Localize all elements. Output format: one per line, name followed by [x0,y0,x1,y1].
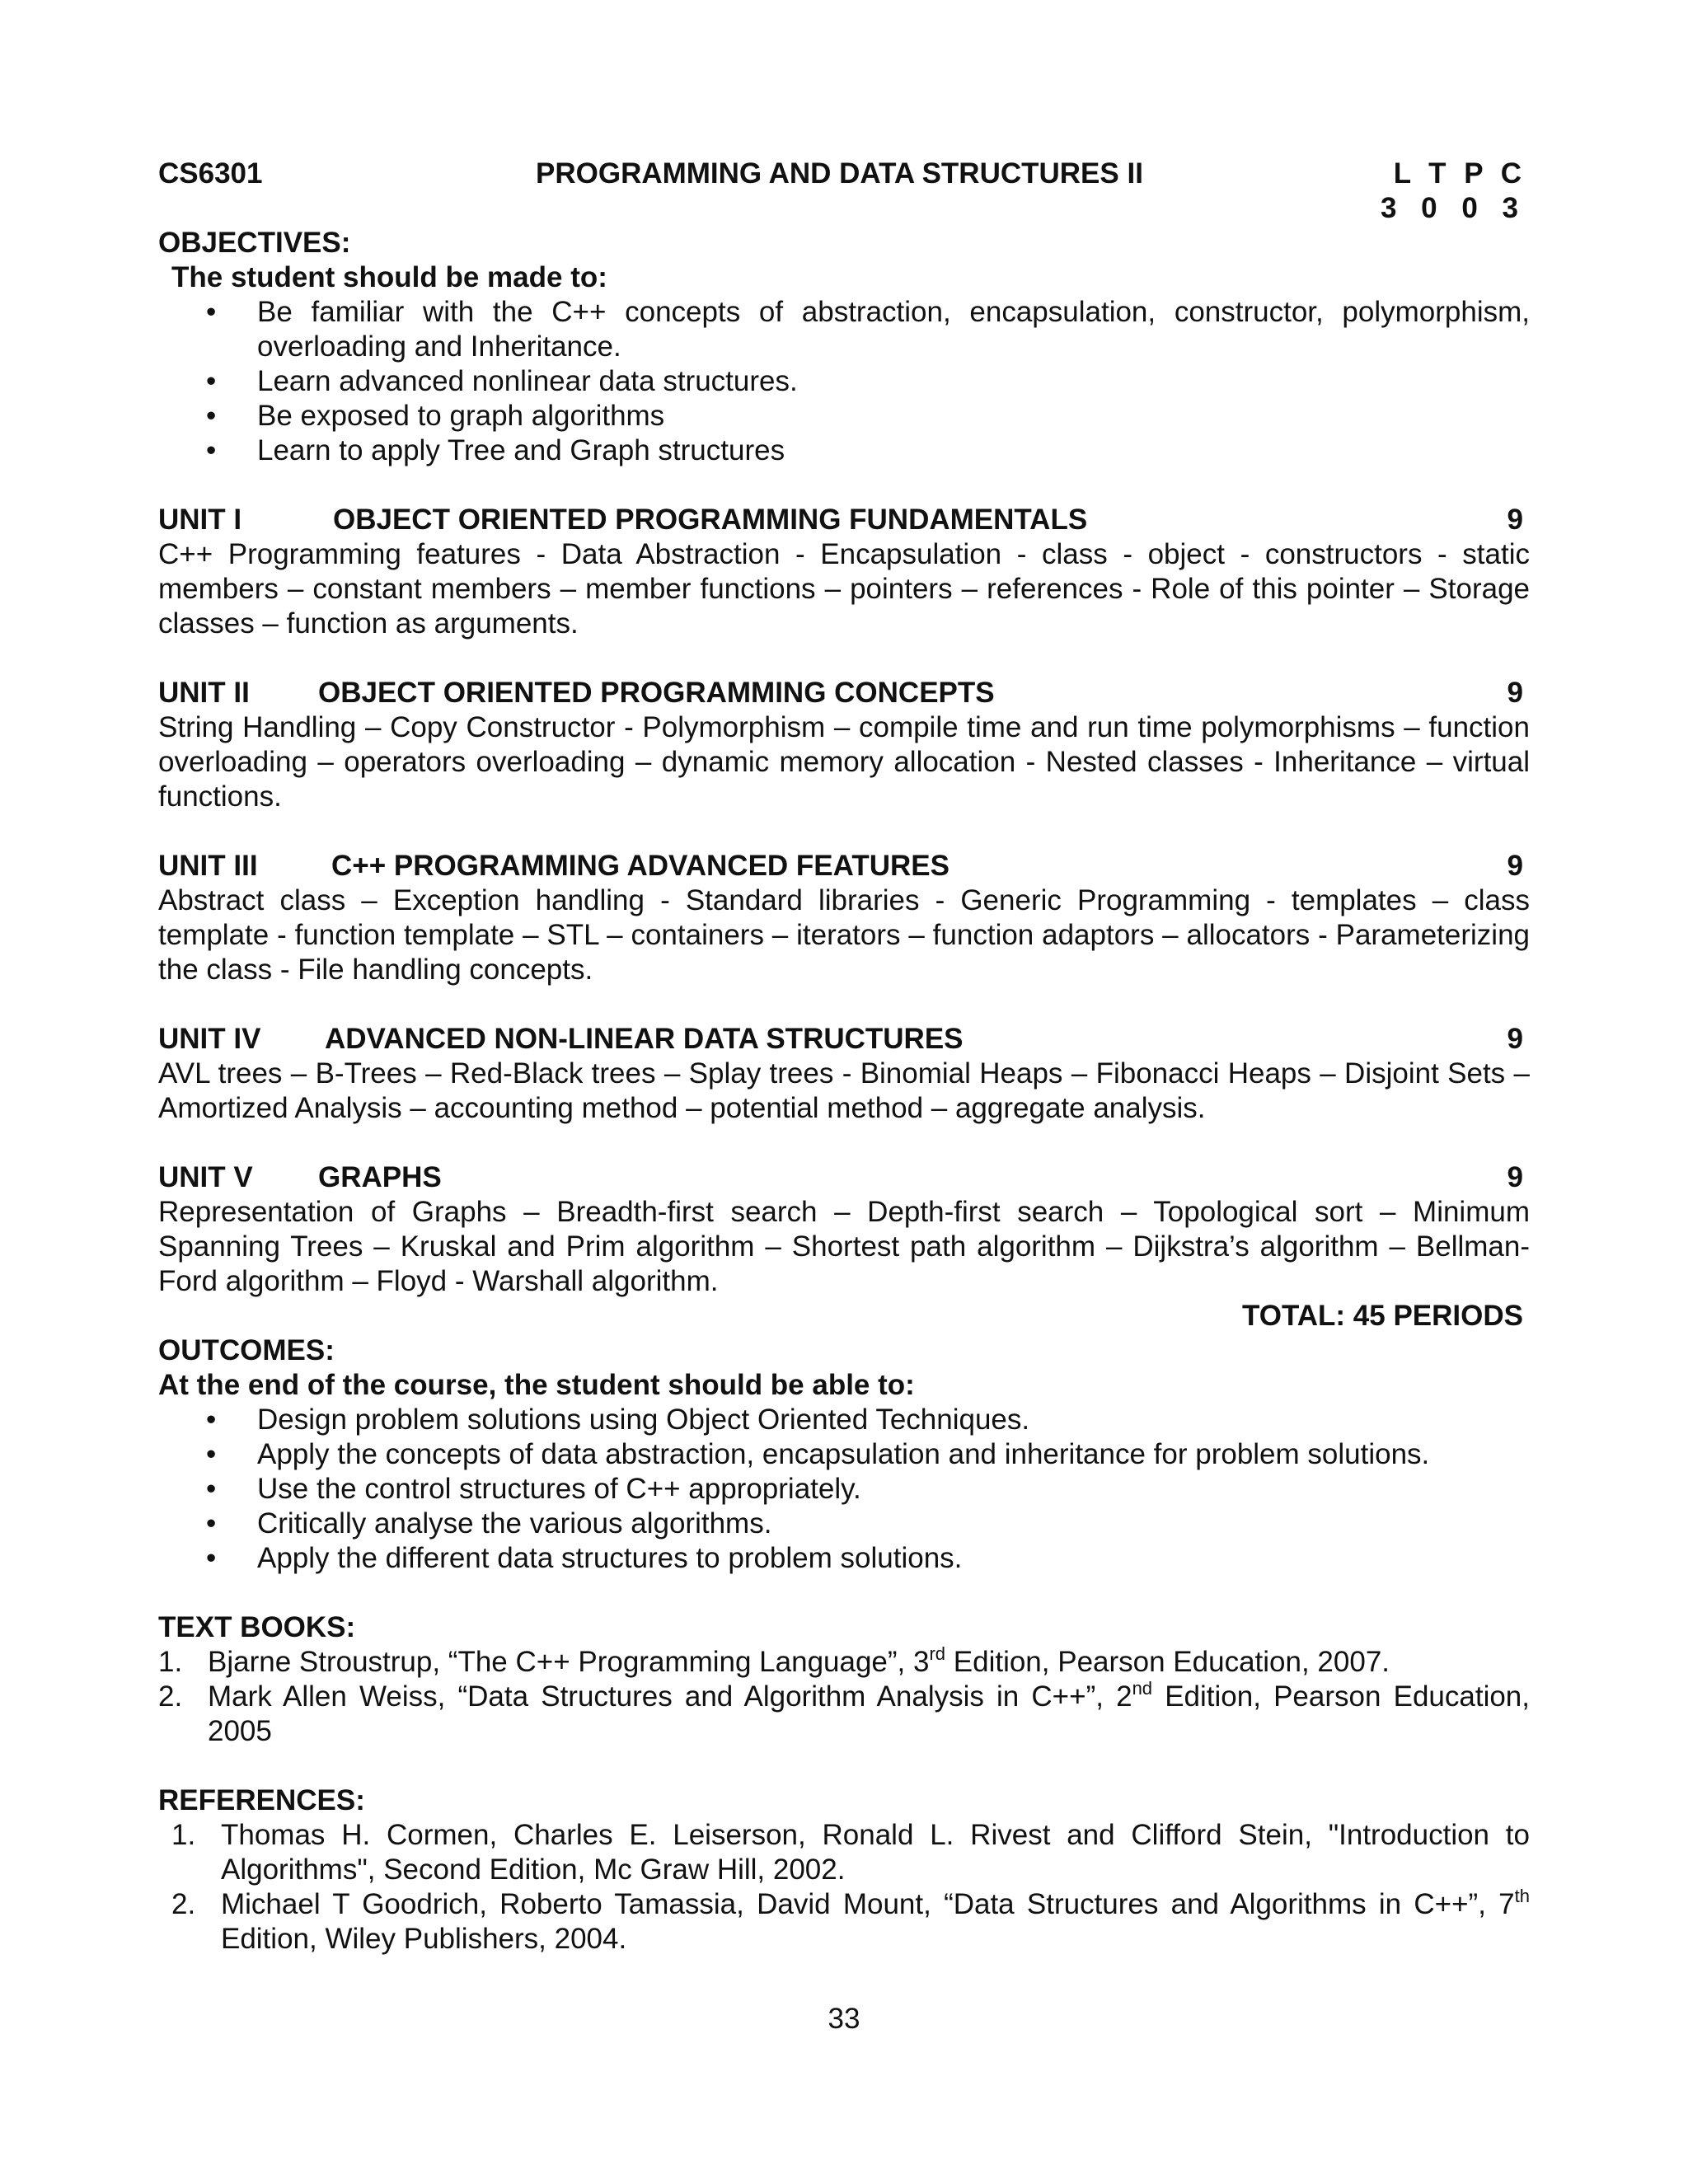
citation-text: Thomas H. Cormen, Charles E. Leiserson, Ronald L. Rivest and Clifford Stein, "Introduction to Algorithms", Second Edition, Mc Graw Hill, 2002. [221,1819,1530,1886]
item-number: 1. [171,1819,196,1851]
unit-label: UNIT IV [158,1023,261,1055]
outcome-item: • Apply the different data structures to problem solutions. [257,1541,1530,1576]
unit-hours: 9 [1507,1023,1523,1055]
course-header [158,157,1530,191]
outcome-item: • Design problem solutions using Object Oriented Techniques. [257,1403,1530,1437]
objective-item: • Learn advanced nonlinear data structures. [257,364,1530,399]
outcomes-section [158,1333,1530,1576]
citation-text: Edition, Pearson Education, 2007. [945,1646,1390,1678]
unit-5 [158,1160,1530,1299]
course-code: CS6301 [158,157,263,190]
unit-heading [158,1022,1530,1057]
ltpc-letters: L T P C [1393,157,1526,190]
outcome-item: • Use the control structures of C++ appropriately. [257,1472,1530,1507]
unit-title: OBJECT ORIENTED PROGRAMMING CONCEPTS [318,677,995,709]
page-number: 33 [828,2003,860,2035]
unit-hours: 9 [1507,504,1523,536]
unit-heading [158,1160,1530,1195]
ltpc-values: 3 0 0 3 [1380,192,1526,224]
citation-text: Edition, Pearson Education, 2005 [208,1680,1530,1747]
references-list [158,1818,1530,1957]
objectives-intro: The student should be made to: [171,261,607,293]
text-book-item [158,1643,1530,1680]
unit-4 [158,1022,1530,1126]
ordinal-suffix: rd [929,1643,946,1664]
unit-label: UNIT I [158,504,242,536]
total-periods-row [158,1299,1530,1333]
unit-title: C++ PROGRAMMING ADVANCED FEATURES [331,850,950,882]
objectives-heading: OBJECTIVES: [158,227,351,259]
references-heading: REFERENCES: [158,1784,365,1816]
unit-body: Representation of Graphs – Breadth-first search – Depth-first search – Topological sort – Minimum Spanning Trees – Kruskal and Prim algorithm – Shortest path algorithm – Dijkstra’s algorithm – Bellman-Ford algorithm – Floyd - Warshall algorithm. [158,1196,1530,1297]
text-books-heading: TEXT BOOKS: [158,1611,356,1643]
item-number: 2. [158,1680,183,1713]
text-books-section [158,1610,1530,1749]
objective-item: • Learn to apply Tree and Graph structures [257,434,1530,468]
outcomes-list [158,1403,1530,1576]
ordinal-suffix: th [1514,1886,1530,1906]
unit-title: ADVANCED NON-LINEAR DATA STRUCTURES [325,1023,964,1055]
unit-body: Abstract class – Exception handling - Standard libraries - Generic Programming - templates – class template - function template – STL – containers – iterators – function adaptors – allocators - Parameterizing the class - File handling concepts. [158,884,1530,986]
total-periods: TOTAL: 45 PERIODS [1242,1300,1523,1332]
objectives-section [158,226,1530,468]
course-title: PROGRAMMING AND DATA STRUCTURES II [536,157,1143,190]
objectives-list [158,295,1530,468]
unit-hours: 9 [1507,1161,1523,1193]
unit-label: UNIT III [158,850,258,882]
ltpc-values-row [158,191,1530,226]
unit-hours: 9 [1507,677,1523,709]
objective-item: • Be exposed to graph algorithms [257,399,1530,434]
unit-title: GRAPHS [318,1161,442,1193]
unit-heading [158,676,1530,710]
reference-item [171,1818,1530,1887]
citation-text: Mark Allen Weiss, “Data Structures and Algorithm Analysis in C++”, 2 [208,1680,1132,1713]
outcomes-heading: OUTCOMES: [158,1334,335,1366]
unit-body: C++ Programming features - Data Abstraction - Encapsulation - class - object - constructors - static members – constant members – member functions – pointers – references - Role of this pointer – Storage classes – function as arguments. [158,538,1530,640]
unit-1 [158,503,1530,641]
unit-title: OBJECT ORIENTED PROGRAMMING FUNDAMENTALS [333,504,1088,536]
unit-body: AVL trees – B-Trees – Red-Black trees – Splay trees - Binomial Heaps – Fibonacci Heaps – Disjoint Sets – Amortized Analysis – accounting method – potential method – aggregate analysis. [158,1057,1530,1124]
citation-text: Bjarne Stroustrup, “The C++ Programming Language”, 3 [208,1646,930,1678]
unit-label: UNIT V [158,1161,253,1193]
citation-text: Michael T Goodrich, Roberto Tamassia, David Mount, “Data Structures and Algorithms in C++”, 7 [221,1888,1515,1920]
outcomes-intro: At the end of the course, the student should be able to: [158,1369,915,1401]
objective-item: • Be familiar with the C++ concepts of abstraction, encapsulation, constructor, polymorphism, overloading and Inheritance. [257,295,1530,364]
unit-2 [158,676,1530,814]
reference-item [171,1886,1530,1957]
outcome-item: • Apply the concepts of data abstraction, encapsulation and inheritance for problem solutions. [257,1437,1530,1472]
unit-hours: 9 [1507,850,1523,882]
unit-heading [158,503,1530,537]
syllabus-page [158,157,1530,1957]
unit-3 [158,849,1530,987]
unit-heading [158,849,1530,883]
references-section [158,1783,1530,1957]
text-books-list [158,1645,1530,1749]
text-book-item [158,1678,1530,1749]
ordinal-suffix: nd [1132,1678,1153,1699]
citation-text: Edition, Wiley Publishers, 2004. [221,1923,627,1955]
item-number: 1. [158,1646,183,1678]
item-number: 2. [171,1888,196,1920]
unit-body: String Handling – Copy Constructor - Polymorphism – compile time and run time polymorphisms – function overloading – operators overloading – dynamic memory allocation - Nested classes - Inheritance – virtual functions. [158,711,1530,813]
unit-label: UNIT II [158,677,250,709]
outcome-item: • Critically analyse the various algorithms. [257,1507,1530,1541]
